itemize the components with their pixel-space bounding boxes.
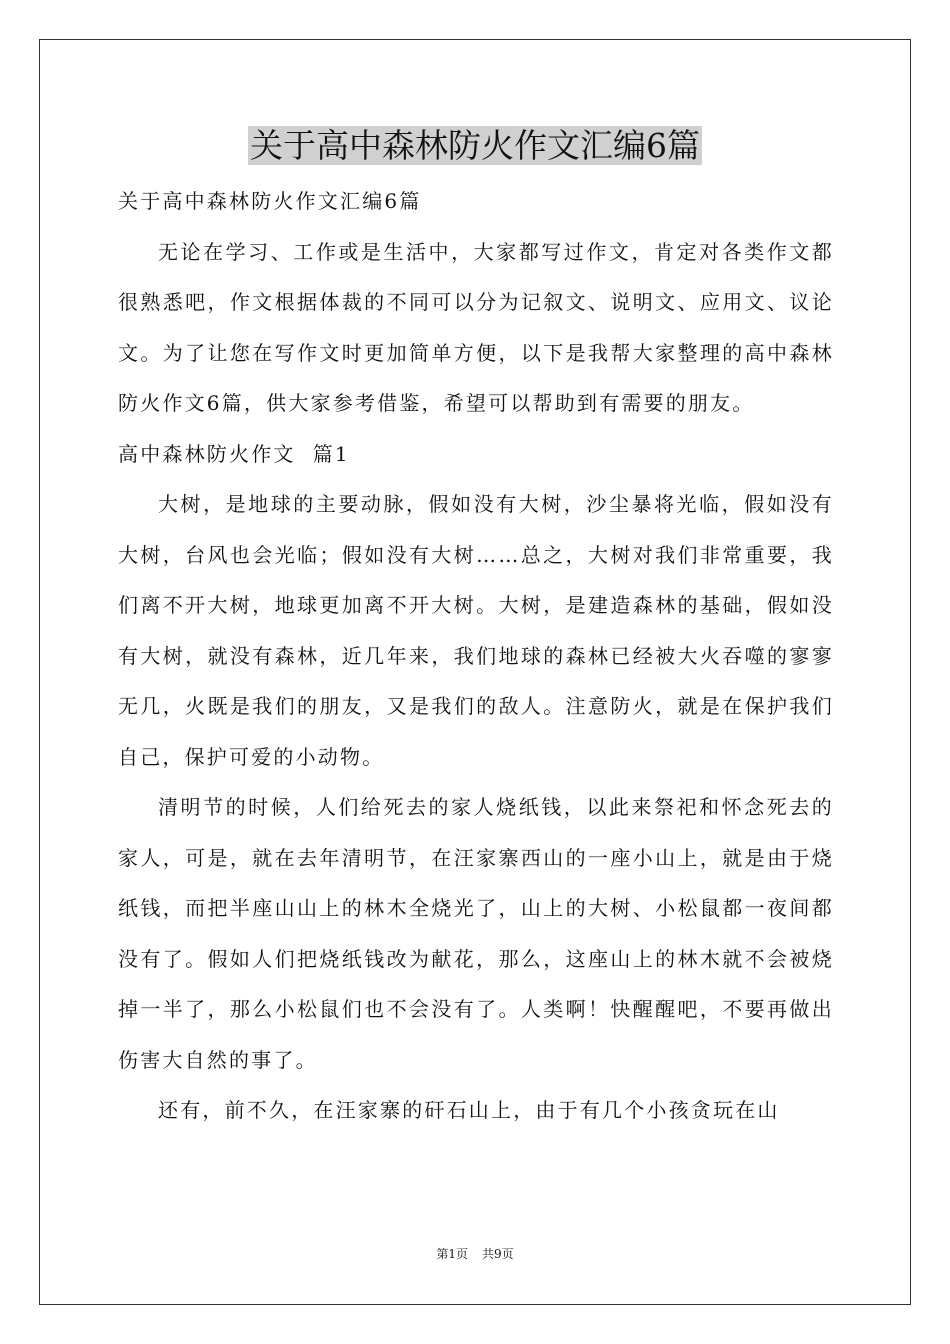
document-body [118,176,834,1136]
intro-paragraph: 无论在学习、工作或是生活中，大家都写过作文，肯定对各类作文都很熟悉吧，作文根据体裁的不同可以分为记叙文、说明文、应用文、议论文。为了让您在写作文时更加简单方便，以下是我帮大家整理的高中森林防火作文6篇，供大家参考借鉴，希望可以帮助到有需要的朋友。 [118,239,834,415]
document-title [0,124,950,168]
body-paragraph: 大树，是地球的主要动脉，假如没有大树，沙尘暴将光临，假如没有大树，台风也会光临；假如没有大树……总之，大树对我们非常重要，我们离不开大树，地球更加离不开大树。大树，是建造森林的基础，假如没有大树，就没有森林，近几年来，我们地球的森林已经被大火吞噬的寥寥无几，火既是我们的朋友，又是我们的敌人。注意防火，就是在保护我们自己，保护可爱的小动物。 [118,492,834,769]
document-title-text: 关于高中森林防火作文汇编6篇 [250,126,700,165]
page-total: 共9页 [482,1247,514,1261]
page-number: 第1页 [436,1247,468,1261]
body-paragraph: 还有，前不久，在汪家寨的矸石山上，由于有几个小孩贪玩在山 [158,1098,780,1122]
page-footer [0,1246,950,1262]
document-subtitle: 关于高中森林防火作文汇编6篇 [118,189,422,213]
body-paragraph: 清明节的时候，人们给死去的家人烧纸钱，以此来祭祀和怀念死去的家人，可是，就在去年清明节，在汪家寨西山的一座小山上，就是由于烧纸钱，而把半座山山上的林木全烧光了，山上的大树、小松鼠都一夜间都没有了。假如人们把烧纸钱改为献花，那么，这座山上的林木就不会被烧掉一半了，那么小松鼠们也不会没有了。人类啊！快醒醒吧，不要再做出伤害大自然的事了。 [118,795,834,1072]
section-heading: 高中森林防火作文 篇1 [118,441,350,466]
